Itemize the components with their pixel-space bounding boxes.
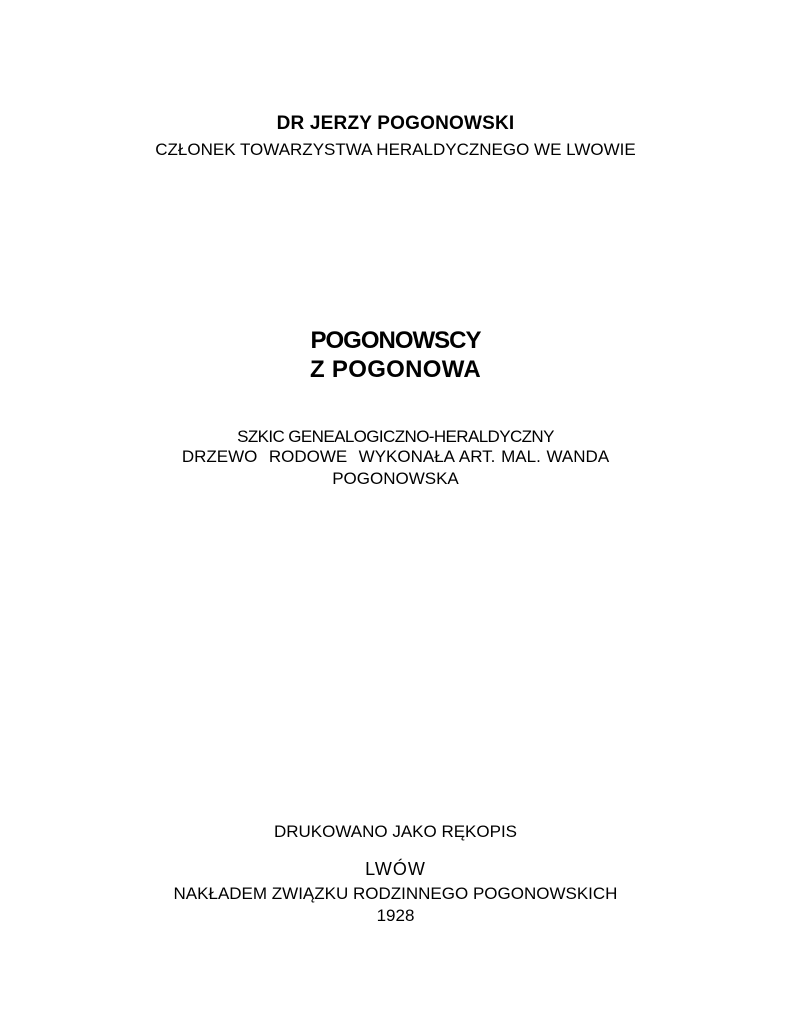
book-title-line-2: Z POGONOWA (310, 356, 481, 383)
publication-city: LWÓW (365, 859, 426, 879)
family-tree-credit-line-1: DRZEWO RODOWE WYKONAŁA ART. MAL. WANDA (181, 447, 610, 466)
print-note: DRUKOWANO JAKO RĘKOPIS (273, 822, 518, 841)
publisher: NAKŁADEM ZWIĄZKU RODZINNEGO POGONOWSKICH (173, 884, 618, 903)
family-tree-credit-line-2: POGONOWSKA (332, 469, 459, 488)
publication-year: 1928 (376, 906, 415, 925)
author-name: DR JERZY POGONOWSKI (276, 113, 515, 134)
author-affiliation: CZŁONEK TOWARZYSTWA HERALDYCZNEGO WE LWOWIE (155, 140, 636, 159)
book-title-line-1: POGONOWSCY (310, 327, 481, 354)
book-subtitle: SZKIC GENEALOGICZNO-HERALDYCZNY (237, 427, 554, 446)
